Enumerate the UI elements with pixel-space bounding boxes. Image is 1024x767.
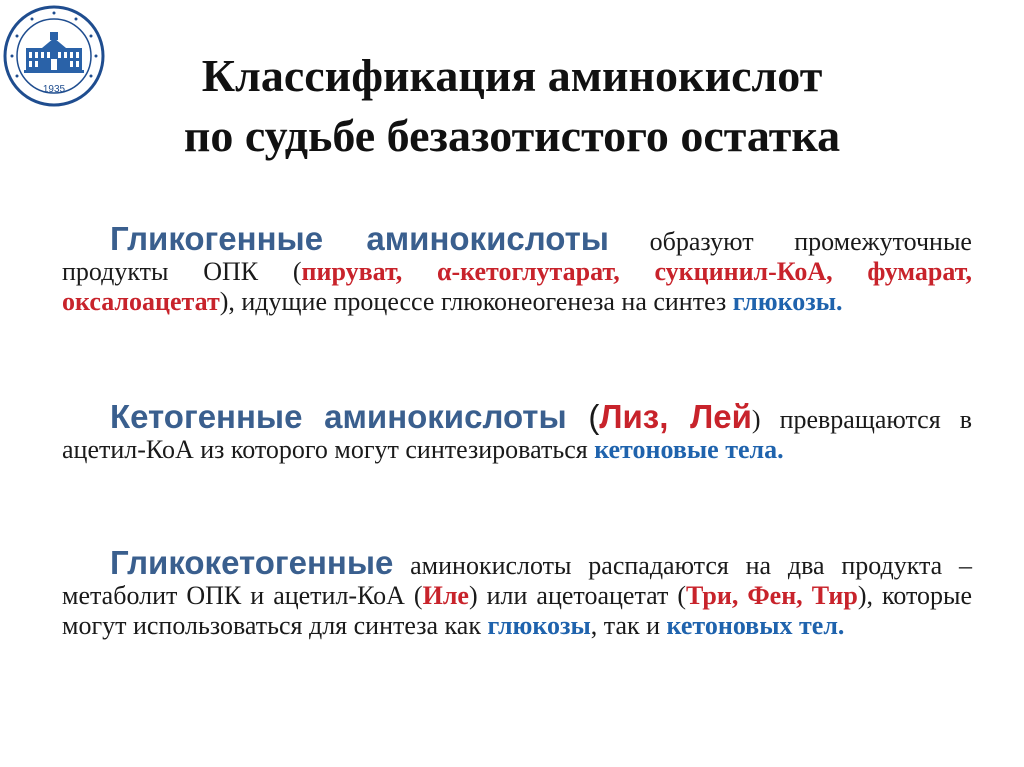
ketogenic-heading: Кетогенные аминокислоты xyxy=(110,398,567,435)
glucogenic-text-1: образуют промежуточные продукты ОПК ( xyxy=(62,227,972,286)
title-line-1: Классификация аминокислот xyxy=(201,50,823,101)
ketogenic-ketone-bodies: кетоновые тела. xyxy=(594,435,784,464)
glucoketogenic-ketone-bodies: кетоновых тел. xyxy=(666,611,845,640)
glucoketogenic-aromatic: Три, Фен, Тир xyxy=(686,581,858,610)
paragraph-ketogenic xyxy=(62,398,972,465)
glucogenic-products: пируват, α-кетоглутарат, сукцинил-КоА, фумарат, оксалоацетат xyxy=(62,257,972,316)
slide-title xyxy=(60,46,964,166)
title-line-2: по судьбе безазотистого остатка xyxy=(183,110,841,161)
ketogenic-aminoacids: Лиз, Лей xyxy=(599,398,752,435)
logo-year: 1935 xyxy=(42,84,66,95)
paragraph-glucogenic xyxy=(62,220,972,317)
glucoketogenic-text-2: ) или ацетоацетат ( xyxy=(468,581,687,610)
ketogenic-paren-open: ( xyxy=(566,398,600,435)
glucoketogenic-text-1: аминокислоты распадаются на два продукта – метаболит ОПК и ацетил-КоА ( xyxy=(62,551,972,610)
glucoketogenic-glucose: глюкозы xyxy=(487,611,591,640)
glucoketogenic-heading: Гликокетогенные xyxy=(110,544,394,581)
glucogenic-heading: Гликогенные аминокислоты xyxy=(110,220,609,257)
glucogenic-text-2: ), идущие процессе глюконеогенеза на синтез xyxy=(219,287,733,316)
glucoketogenic-text-3: ), которые могут использоваться для синтеза как xyxy=(62,581,973,640)
glucoketogenic-ile: Иле xyxy=(422,581,469,610)
ketogenic-text: ) превращаются в ацетил-КоА из которого могут синтезироваться xyxy=(62,405,972,464)
glucogenic-glucose: глюкозы. xyxy=(732,287,843,316)
glucoketogenic-text-4: , так и xyxy=(590,611,667,640)
paragraph-glucoketogenic xyxy=(62,544,973,641)
